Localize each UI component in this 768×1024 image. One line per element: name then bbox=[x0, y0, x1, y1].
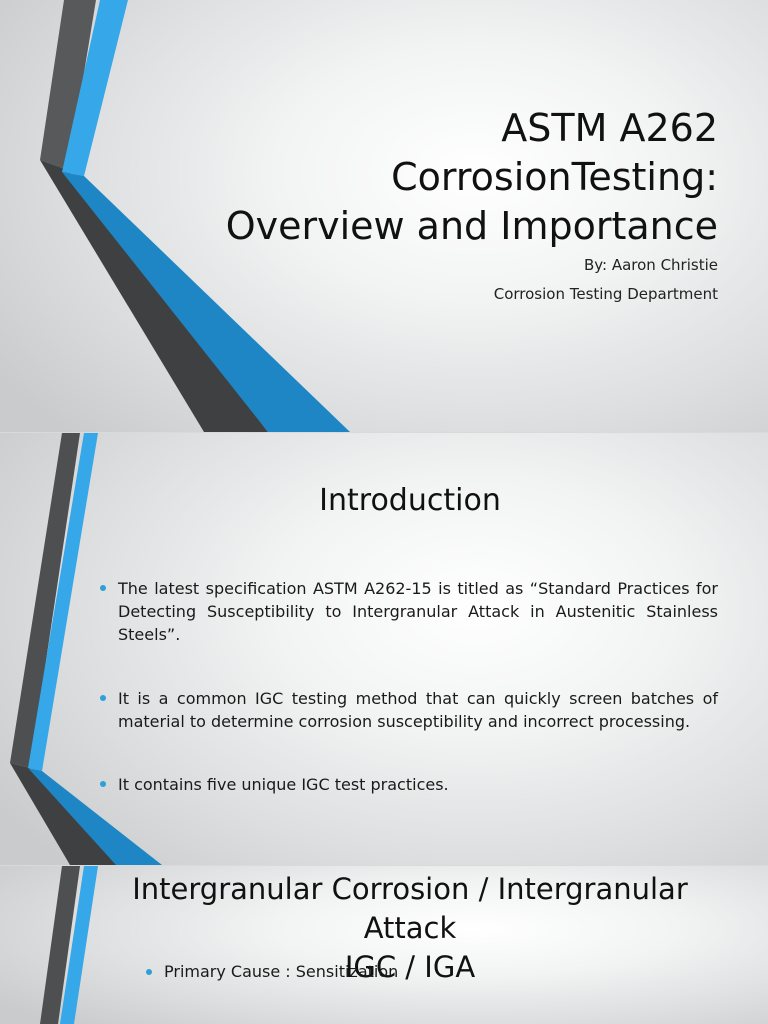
title-line-1: ASTM A262 bbox=[501, 106, 718, 150]
title-line-1: Intergranular Corrosion / Intergranular bbox=[132, 872, 688, 906]
title-line-2: Attack bbox=[363, 911, 457, 945]
bullet-icon bbox=[146, 969, 152, 975]
bullet-text: It is a common IGC testing method that can quickly screen batches of material to determine corrosion susceptibility and incorrect processing. bbox=[118, 689, 718, 731]
bullet-icon bbox=[100, 695, 106, 701]
bullet-item bbox=[98, 577, 718, 646]
title-line-2: CorrosionTesting: bbox=[391, 155, 718, 199]
title-line-3: Overview and Importance bbox=[225, 204, 718, 248]
bullet-icon bbox=[100, 585, 106, 591]
slide-title: Introduction bbox=[319, 483, 501, 518]
department: Corrosion Testing Department bbox=[493, 285, 718, 303]
bullet-item bbox=[98, 687, 718, 733]
title-line-3: IGC / IGA bbox=[344, 950, 476, 984]
bullet-list bbox=[98, 577, 718, 796]
slide-introduction bbox=[0, 433, 768, 865]
bullet-text: It contains five unique IGC test practices. bbox=[118, 775, 449, 794]
bullet-text: Primary Cause : Sensitization bbox=[164, 962, 399, 981]
author: By: Aaron Christie bbox=[583, 256, 718, 274]
bullet-icon bbox=[100, 781, 106, 787]
bullet-item bbox=[144, 962, 524, 981]
presentation-title bbox=[158, 104, 718, 251]
bullet-item bbox=[98, 773, 718, 796]
slide-title bbox=[0, 0, 768, 432]
bullet-text: The latest specification ASTM A262-15 is titled as “Standard Practices for Detecting Susceptibility to Intergranular Attack in Austenitic Stainless Steels”. bbox=[118, 579, 718, 644]
slide-igc bbox=[0, 866, 768, 1024]
